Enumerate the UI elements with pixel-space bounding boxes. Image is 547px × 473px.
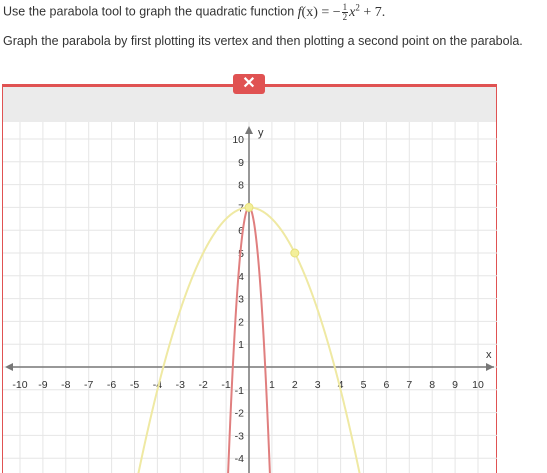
y-tick-label: 1 — [238, 339, 244, 352]
fraction-denominator: 2 — [342, 11, 348, 22]
x-tick-label: 5 — [360, 379, 367, 391]
x-tick-label: -1 — [221, 379, 231, 391]
y-axis-arrow — [245, 126, 253, 134]
y-tick-label: -3 — [234, 430, 244, 443]
function-equals: = − — [317, 4, 341, 20]
x-tick-label: -7 — [84, 379, 94, 391]
y-tick-label: 4 — [238, 270, 244, 283]
y-tick-label: 5 — [238, 248, 244, 260]
x-tick-label: 1 — [268, 379, 275, 391]
y-tick-label: -2 — [234, 407, 244, 420]
x-tick-label: 7 — [406, 379, 413, 391]
x-tick-label: -10 — [12, 379, 28, 391]
function-exponent: 2 — [355, 2, 360, 12]
y-tick-label: 7 — [238, 202, 244, 215]
fraction-numerator: 1 — [342, 1, 348, 12]
instruction-text: Use the parabola tool to graph the quadratic function — [3, 4, 298, 19]
drawn-parabola-curve — [0, 207, 501, 473]
x-tick-label: 4 — [337, 379, 344, 391]
x-tick-label: 2 — [291, 379, 298, 391]
x-tick-label: 10 — [472, 379, 484, 391]
function-constant: + 7. — [359, 4, 386, 20]
function-variable: x — [349, 4, 356, 20]
y-tick-label: 10 — [232, 134, 244, 146]
y-axis-label: y — [258, 127, 264, 139]
y-tick-label: 6 — [238, 225, 244, 238]
x-tick-label: -4 — [152, 379, 163, 391]
y-tick-label: 8 — [238, 179, 244, 192]
instruction-line-2: Graph the parabola by first plotting its vertex and then plotting a second point on the parabola. — [3, 34, 523, 48]
y-tick-label: -4 — [234, 453, 244, 466]
x-tick-label: 3 — [314, 379, 321, 391]
target-parabola-curve — [0, 207, 501, 473]
function-name: f — [297, 4, 302, 20]
x-axis-label: x — [486, 349, 492, 361]
x-tick-label: -5 — [129, 379, 140, 391]
second-point[interactable] — [291, 249, 299, 257]
y-tick-label: 9 — [238, 156, 244, 169]
x-axis-arrow-right — [486, 363, 494, 371]
x-tick-label: -8 — [61, 379, 71, 391]
x-tick-label: 8 — [429, 379, 436, 391]
x-axis-arrow-left — [5, 363, 13, 371]
x-tick-label: -6 — [106, 379, 117, 391]
x-tick-label: -3 — [175, 379, 185, 391]
function-argument: (x) — [301, 4, 318, 20]
x-tick-label: 6 — [383, 379, 390, 391]
x-tick-label: -2 — [198, 379, 208, 391]
vertex-point[interactable] — [245, 203, 253, 211]
x-tick-label: 9 — [452, 379, 459, 391]
close-button[interactable]: ✕ — [233, 74, 265, 94]
y-tick-label: 2 — [238, 316, 244, 329]
y-tick-label: -1 — [234, 384, 244, 397]
y-tick-label: 3 — [238, 293, 244, 306]
x-tick-label: -9 — [38, 379, 48, 391]
